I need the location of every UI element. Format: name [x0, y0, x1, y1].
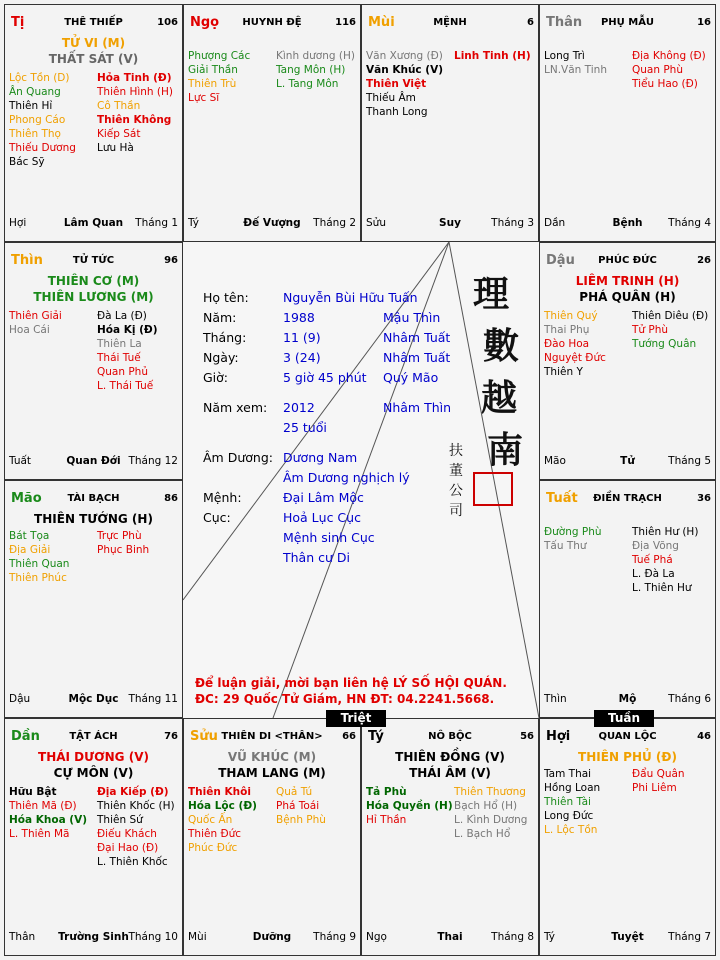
minor-stars-right — [632, 309, 708, 351]
info-label: Ngày: — [203, 350, 239, 365]
minor-stars-right — [632, 49, 706, 91]
palace-footer — [188, 217, 356, 231]
footer-month: Tháng 9 — [313, 931, 356, 943]
minor-star: Quả Tú — [276, 786, 313, 798]
footer-stage: Suy — [439, 217, 461, 229]
palace-branch: Sửu — [190, 729, 218, 744]
palace-footer — [9, 455, 178, 469]
palace-footer — [188, 931, 356, 945]
palace-header — [188, 15, 356, 29]
minor-star: Tướng Quân — [632, 338, 697, 350]
palace-header — [9, 729, 178, 743]
minor-star: Thiên Hư (H) — [632, 526, 699, 538]
palace-footer — [9, 693, 178, 707]
info-cancan: Mậu Thìn — [383, 310, 441, 325]
calligraphy-small-char: 扶 — [449, 443, 463, 459]
minor-stars-right — [454, 49, 531, 63]
palace-title: ĐIỀN TRẠCH — [593, 493, 662, 504]
palace-title: TẬT ÁCH — [69, 731, 118, 742]
footer-branch: Tuất — [9, 455, 32, 467]
minor-star: Hồng Loan — [544, 782, 601, 794]
main-stars — [5, 511, 182, 527]
info-cancan: Nhâm Thìn — [383, 400, 452, 415]
footer-month: Tháng 7 — [668, 931, 711, 943]
minor-star: Phượng Các — [188, 50, 251, 62]
minor-star: Quan Phù — [632, 64, 683, 76]
footer-month: Tháng 2 — [313, 217, 356, 229]
footer-branch: Mão — [544, 455, 566, 467]
minor-star: Giải Thần — [188, 64, 238, 76]
info-value: Đại Lâm Mộc — [283, 490, 364, 505]
minor-star: Tấu Thư — [544, 540, 587, 552]
palace-number: 36 — [697, 493, 711, 504]
palace-header — [9, 491, 178, 505]
main-star: PHÁ QUÂN (H) — [579, 290, 676, 304]
minor-star: Hóa Quyền (H) — [366, 800, 453, 812]
footer-month: Tháng 3 — [491, 217, 534, 229]
minor-star: Thiên La — [97, 338, 142, 350]
palace-number: 86 — [164, 493, 178, 504]
minor-star: Hóa Khoa (V) — [9, 814, 88, 826]
minor-star: Bệnh Phù — [276, 814, 326, 826]
info-value: 11 (9) — [283, 330, 321, 345]
palace-title: THÊ THIẾP — [64, 17, 123, 28]
minor-star: Thiên Khốc (H) — [97, 800, 175, 812]
palace-header — [544, 253, 711, 267]
minor-star: Đẩu Quân — [632, 768, 685, 780]
palace-thin — [4, 242, 183, 480]
palace-header — [544, 729, 711, 743]
info-label: Mệnh: — [203, 490, 242, 505]
main-star: THIÊN PHỦ (Đ) — [578, 750, 677, 764]
palace-header — [366, 15, 534, 29]
minor-star: Đà La (Đ) — [97, 310, 147, 322]
footer-month: Tháng 8 — [491, 931, 534, 943]
palace-title: HUYNH ĐỆ — [242, 17, 302, 28]
minor-star: Thiên Quan — [9, 558, 70, 570]
minor-star: Thiên Mã (Đ) — [9, 800, 77, 812]
main-star: VŨ KHÚC (M) — [227, 750, 317, 764]
palace-number: 46 — [697, 731, 711, 742]
footer-stage: Mộ — [618, 693, 637, 705]
minor-star: Thiên Giải — [9, 310, 62, 322]
palace-number: 96 — [164, 255, 178, 266]
minor-star: L. Bạch Hổ — [454, 828, 511, 840]
main-star: LIÊM TRINH (H) — [575, 274, 680, 288]
calligraphy-char: 理 — [473, 273, 510, 315]
footer-branch: Tý — [188, 217, 199, 229]
minor-star: Trực Phù — [97, 530, 142, 542]
minor-star: Tang Môn (H) — [276, 64, 346, 76]
footer-stage: Trường Sinh — [58, 931, 129, 943]
palace-title: TÀI BẠCH — [67, 493, 120, 504]
minor-star: Thiên Y — [544, 366, 583, 378]
footer-stage: Đế Vượng — [243, 217, 301, 229]
minor-star: Lực Sĩ — [188, 92, 220, 104]
info-value: 2012 — [283, 400, 315, 415]
minor-star: Thiên Thương — [454, 786, 526, 798]
info-value: Nguyễn Bùi Hữu Tuấn — [283, 290, 418, 305]
main-stars — [5, 749, 182, 781]
info-value: 3 (24) — [283, 350, 321, 365]
minor-stars-right — [276, 785, 326, 827]
minor-star: Long Đức — [544, 810, 594, 822]
minor-star: Bạch Hổ (H) — [454, 800, 518, 812]
minor-star: Thiên Sứ — [97, 814, 143, 826]
minor-star: LN.Văn Tinh — [544, 64, 607, 76]
footer-stage: Lâm Quan — [63, 217, 124, 229]
palace-ty — [361, 718, 539, 956]
palace-footer — [544, 693, 711, 707]
info-label: Họ tên: — [203, 290, 249, 305]
main-stars — [362, 749, 538, 781]
palace-mao — [4, 480, 183, 718]
minor-star: Thai Phụ — [544, 324, 590, 336]
minor-star: Hỉ Thần — [366, 814, 407, 826]
palace-title: PHỤ MẪU — [600, 17, 655, 28]
palace-title: NÔ BỘC — [428, 731, 472, 742]
minor-star: Đường Phù — [544, 526, 602, 538]
palace-branch: Dậu — [546, 253, 575, 268]
minor-star: Thanh Long — [366, 106, 428, 118]
minor-star: Tuế Phá — [632, 554, 673, 566]
minor-star: Phúc Đức — [188, 842, 238, 854]
palace-footer — [544, 217, 711, 231]
palace-title: TỬ TỨC — [72, 255, 115, 266]
minor-star: Tả Phù — [366, 786, 407, 798]
minor-star: Tử Phù — [632, 324, 669, 336]
footer-branch: Mùi — [188, 931, 207, 943]
minor-star: Quốc Ấn — [188, 814, 233, 826]
palace-branch: Ngọ — [190, 15, 220, 30]
minor-star: Hóa Kị (Đ) — [97, 324, 158, 336]
palace-number: 56 — [520, 731, 534, 742]
minor-star: Bác Sỹ — [9, 156, 45, 168]
info-label: Năm: — [203, 310, 237, 325]
footer-branch: Hợi — [9, 217, 27, 229]
footer-month: Tháng 6 — [668, 693, 711, 705]
minor-stars-right — [276, 49, 355, 91]
minor-star: Thái Tuế — [97, 352, 141, 364]
footer-stage: Thai — [437, 931, 463, 943]
minor-star: Địa Võng — [632, 540, 679, 552]
main-star: CỰ MÔN (V) — [53, 766, 134, 780]
minor-star: Tiểu Hao (Đ) — [632, 78, 698, 90]
minor-star: Thiên Phúc — [9, 572, 67, 584]
main-star: THIÊN ĐỒNG (V) — [395, 750, 505, 764]
minor-star: Địa Không (Đ) — [632, 50, 706, 62]
info-cancan: Nhâm Tuất — [383, 350, 451, 365]
footer-month: Tháng 5 — [668, 455, 711, 467]
palace-ngo — [183, 4, 361, 242]
footer-branch: Dần — [544, 217, 566, 229]
minor-stars-right — [632, 525, 698, 595]
footer-month: Tháng 11 — [128, 693, 178, 705]
minor-star: Thiên Tài — [544, 796, 591, 808]
main-star: THAM LANG (M) — [218, 766, 326, 780]
minor-star: Phá Toái — [276, 800, 320, 812]
footer-branch: Dậu — [9, 693, 31, 705]
info-value: 25 tuổi — [283, 420, 327, 435]
palace-title: PHÚC ĐỨC — [598, 255, 657, 266]
info-label: Giờ: — [203, 370, 229, 385]
minor-star: L. Đà La — [632, 568, 675, 580]
info-value: 5 giờ 45 phút — [283, 370, 367, 385]
info-value: Thân cư Di — [283, 550, 350, 565]
palace-branch: Tuất — [546, 491, 578, 506]
info-value: Hoả Lục Cục — [283, 510, 361, 525]
minor-star: Thiên Hình (H) — [97, 86, 173, 98]
calligraphy-char: 南 — [487, 429, 524, 471]
footer-stage: Tuyệt — [611, 931, 644, 943]
minor-star: Đại Hao (Đ) — [97, 842, 159, 854]
main-stars — [540, 273, 715, 305]
main-star: THIÊN CƠ (M) — [47, 274, 140, 288]
minor-stars-left — [544, 525, 602, 553]
info-value: Mệnh sinh Cục — [283, 530, 375, 545]
palace-branch: Hợi — [546, 729, 571, 744]
palace-branch: Tý — [368, 729, 384, 744]
minor-star: Ân Quang — [9, 86, 61, 98]
footer-branch: Tý — [544, 931, 555, 943]
minor-star: L. Thiên Khốc — [97, 856, 168, 868]
minor-star: Lộc Tồn (D) — [9, 72, 70, 84]
palace-branch: Mùi — [368, 15, 395, 30]
info-cancan: Nhâm Tuất — [383, 330, 451, 345]
red-seal-stamp — [473, 472, 513, 506]
main-stars — [184, 749, 360, 781]
minor-stars-left — [366, 785, 453, 827]
calligraphy-small-char: 董 — [449, 463, 463, 479]
minor-stars-right — [97, 309, 158, 393]
minor-star: Kình dương (H) — [276, 50, 355, 62]
minor-star: Thiên Khôi — [188, 786, 251, 798]
center-info-panel — [183, 242, 539, 718]
minor-star: Thiên Việt — [366, 78, 427, 90]
minor-star: Linh Tinh (H) — [454, 50, 531, 62]
info-label: Cục: — [203, 510, 231, 525]
info-label: Tháng: — [203, 330, 247, 345]
info-value: Dương Nam — [283, 450, 358, 465]
palace-footer — [544, 455, 711, 469]
palace-tuat — [539, 480, 716, 718]
footer-stage: Dưỡng — [252, 931, 292, 943]
minor-star: Cô Thần — [97, 100, 141, 112]
minor-star: Thiên Hỉ — [9, 100, 53, 112]
minor-star: Tam Thai — [544, 768, 592, 780]
minor-star: L. Thái Tuế — [97, 380, 154, 392]
palace-dan — [4, 718, 183, 956]
footer-branch: Sửu — [366, 217, 386, 229]
minor-star: Phi Liêm — [632, 782, 677, 794]
contact-address: ĐC: 29 Quốc Tử Giám, HN ĐT: 04.2241.5668. — [195, 692, 495, 706]
calligraphy-small-char: 司 — [449, 503, 463, 519]
minor-stars-right — [97, 71, 173, 155]
minor-stars-left — [544, 309, 606, 379]
info-label: Năm xem: — [203, 400, 268, 415]
palace-branch: Dần — [11, 729, 40, 744]
minor-star: Hoa Cái — [9, 324, 50, 336]
minor-stars-left — [9, 785, 87, 841]
minor-stars-left — [188, 785, 257, 855]
palace-number: 116 — [335, 17, 356, 28]
minor-stars-left — [188, 49, 250, 105]
minor-stars-right — [632, 767, 685, 795]
palace-footer — [9, 217, 178, 231]
minor-star: Bát Tọa — [9, 530, 50, 542]
main-star: THIÊN LƯƠNG (M) — [33, 290, 154, 304]
palace-number: 76 — [164, 731, 178, 742]
palace-title: QUAN LỘC — [598, 731, 657, 742]
contact-notice: Để luận giải, mời bạn liên hệ LÝ SỐ HỘI QUÁN. — [195, 676, 507, 690]
minor-star: Điếu Khách — [97, 828, 157, 840]
info-value: Âm Dương nghịch lý — [283, 470, 410, 485]
minor-star: Thiếu Dương — [9, 142, 76, 154]
palace-header — [544, 15, 711, 29]
palace-footer — [544, 931, 711, 945]
palace-dau — [539, 242, 716, 480]
palace-footer — [366, 217, 534, 231]
minor-star: L. Kình Dương — [454, 814, 528, 826]
calligraphy-char: 數 — [483, 325, 520, 367]
palace-mui — [361, 4, 539, 242]
footer-branch: Thìn — [544, 693, 567, 705]
palace-number: 6 — [527, 17, 534, 28]
minor-star: Lưu Hà — [97, 142, 134, 154]
main-stars — [5, 273, 182, 305]
palace-header — [366, 729, 534, 743]
palace-header — [9, 253, 178, 267]
minor-star: Văn Xương (Đ) — [366, 50, 443, 62]
minor-stars-left — [9, 71, 76, 169]
minor-star: Địa Giải — [9, 544, 51, 556]
minor-stars-left — [544, 49, 607, 77]
palace-header — [9, 15, 178, 29]
minor-star: Thiên Thọ — [9, 128, 61, 140]
footer-branch: Thân — [9, 931, 36, 943]
info-value: 1988 — [283, 310, 315, 325]
palace-footer — [9, 931, 178, 945]
main-star: THIÊN TƯỚNG (H) — [34, 512, 153, 526]
palace-suu — [183, 718, 361, 956]
footer-stage: Tử — [620, 455, 635, 467]
minor-star: Thiên Quý — [544, 310, 598, 322]
minor-star: Thiên Đức — [188, 828, 242, 840]
palace-number: 66 — [342, 731, 356, 742]
palace-branch: Thân — [546, 15, 583, 30]
minor-stars-right — [97, 785, 175, 869]
info-cancan: Quý Mão — [383, 370, 439, 385]
info-label: Âm Dương: — [203, 450, 273, 465]
footer-month: Tháng 4 — [668, 217, 711, 229]
palace-branch: Thìn — [11, 253, 43, 268]
palace-number: 16 — [697, 17, 711, 28]
minor-stars-right — [454, 785, 527, 841]
footer-branch: Ngọ — [366, 931, 387, 943]
main-star: THÁI ÂM (V) — [409, 766, 491, 780]
minor-star: Quan Phủ — [97, 366, 148, 378]
minor-star: Phục Binh — [97, 544, 150, 556]
footer-stage: Bệnh — [612, 217, 643, 229]
footer-month: Tháng 1 — [135, 217, 178, 229]
palace-number: 26 — [697, 255, 711, 266]
main-star: THẤT SÁT (V) — [48, 52, 139, 66]
minor-star: L. Thiên Mã — [9, 828, 70, 840]
main-star: TỬ VI (M) — [61, 36, 126, 50]
minor-star: Nguyệt Đức — [544, 352, 606, 364]
palace-header — [544, 491, 711, 505]
palace-title: THIÊN DI <THÂN> — [221, 731, 323, 742]
minor-star: Thiếu Âm — [366, 92, 416, 104]
minor-star: Văn Khúc (V) — [366, 64, 444, 76]
triet-marker: Triệt — [326, 710, 386, 727]
palace-than — [539, 4, 716, 242]
footer-month: Tháng 12 — [128, 455, 178, 467]
calligraphy-small-char: 公 — [449, 483, 463, 499]
footer-month: Tháng 10 — [128, 931, 178, 943]
palace-footer — [366, 931, 534, 945]
calligraphy-char: 越 — [481, 377, 518, 419]
palace-title: MỆNH — [433, 17, 467, 28]
minor-stars-left — [9, 529, 69, 585]
palace-ti — [4, 4, 183, 242]
minor-star: L. Tang Môn — [276, 78, 339, 90]
minor-star: Hữu Bật — [9, 786, 57, 798]
minor-stars-left — [366, 49, 443, 119]
main-stars — [540, 749, 715, 765]
minor-star: L. Thiên Hư — [632, 582, 692, 594]
footer-stage: Quan Đới — [66, 455, 121, 467]
minor-star: Địa Kiếp (Đ) — [97, 786, 169, 798]
main-stars — [5, 35, 182, 67]
minor-stars-left — [544, 767, 600, 837]
minor-star: Hóa Lộc (Đ) — [188, 800, 257, 812]
minor-star: Hỏa Tinh (Đ) — [97, 72, 172, 84]
palace-branch: Tị — [11, 15, 25, 30]
minor-star: L. Lộc Tồn — [544, 824, 598, 836]
minor-stars-right — [97, 529, 149, 557]
minor-star: Thiên Diêu (Đ) — [632, 310, 709, 322]
minor-star: Phong Cáo — [9, 114, 66, 126]
footer-stage: Mộc Dục — [68, 693, 119, 705]
minor-star: Long Trì — [544, 50, 585, 62]
main-star: THÁI DƯƠNG (V) — [38, 750, 149, 764]
minor-star: Thiên Trù — [188, 78, 237, 90]
palace-branch: Mão — [11, 491, 42, 506]
palace-number: 106 — [157, 17, 178, 28]
palace-header — [188, 729, 356, 743]
minor-stars-left — [9, 309, 62, 337]
minor-star: Kiếp Sát — [97, 128, 141, 140]
minor-star: Đào Hoa — [544, 338, 590, 350]
minor-star: Thiên Không — [97, 114, 172, 126]
tuan-marker: Tuần — [594, 710, 654, 727]
palace-hoi — [539, 718, 716, 956]
